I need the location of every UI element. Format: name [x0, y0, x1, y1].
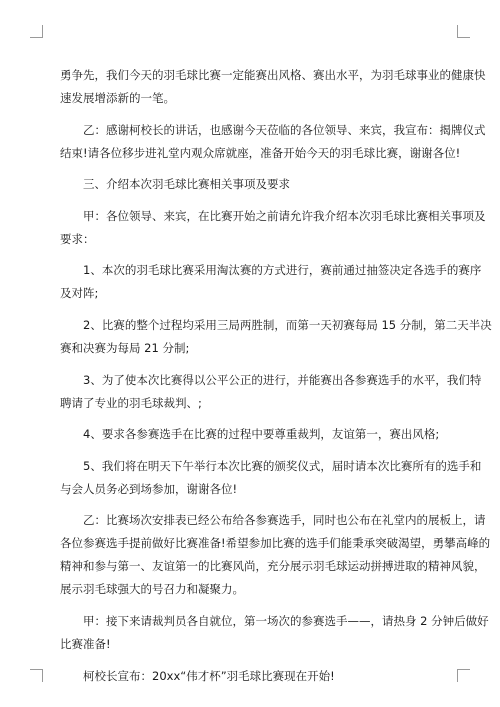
text-line: 速发展增添新的一笔。 [60, 91, 175, 105]
text-line: 4、要求各参赛选手在比赛的过程中要尊重裁判，友谊第一，赛出风格; [83, 427, 440, 442]
paragraph [60, 665, 446, 688]
paragraph [60, 610, 489, 656]
text-line: 及对阵; [60, 286, 99, 301]
crop-mark-bottom-right [457, 669, 470, 682]
text-line: 结束!请各位移步进礼堂内观众席就座，准备开始今天的羽毛球比赛，谢谢各位! [60, 145, 461, 160]
crop-mark-top-right [457, 25, 470, 38]
paragraph [60, 259, 482, 305]
text-line: 展示羽毛球强大的号召力和凝聚力。 [60, 582, 244, 597]
paragraph [60, 119, 486, 165]
paragraph [60, 173, 446, 196]
text-line: 5、我们将在明天下午举行本次比赛的颁奖仪式，届时请本次比赛所有的选手和 [83, 458, 482, 473]
text-line: 甲：各位领导、来宾，在比赛开始之前请允许我介绍本次羽毛球比赛相关事项及 [83, 208, 486, 223]
paragraph [60, 369, 482, 415]
paragraph [60, 455, 482, 501]
paragraph [60, 423, 446, 446]
text-line: 乙：感谢柯校长的讲话，也感谢今天莅临的各位领导、来宾，我宣布：揭牌仪式 [83, 122, 486, 137]
text-line: 乙：比赛场次安排表已经公布给各参赛选手，同时也公布在礼堂内的展板上，请 [83, 513, 486, 528]
document-body [60, 64, 492, 696]
text-line: 比赛准备! [60, 636, 111, 651]
text-line: 勇争先，我们今天的羽毛球比赛一定能赛出风格、赛出水平，为羽毛球事业的健康快 [60, 68, 486, 82]
crop-mark-top-left [30, 25, 43, 38]
paragraph [60, 509, 491, 601]
text-line: 3、为了使本次比赛得以公平公正的进行，并能赛出各参赛选手的水平，我们特 [83, 372, 482, 387]
text-line: 各位参赛选手提前做好比赛准备!希望参加比赛的选手们能秉承突破渴望，勇攀高峰的 [60, 536, 491, 551]
crop-mark-bottom-left [30, 669, 43, 682]
text-line: 精神和参与第一、友谊第一的比赛风尚，充分展示羽毛球运动拼搏进取的精神风貌， [60, 559, 486, 574]
text-line: 要求： [60, 231, 95, 246]
text-line: 甲：接下来请裁判员各自就位，第一场次的参赛选手——，请热身 2 分钟后做好 [83, 613, 489, 628]
paragraph [60, 314, 492, 360]
text-line: 1、本次的羽毛球比赛采用淘汰赛的方式进行，赛前通过抽签决定各选手的赛序 [83, 263, 482, 278]
text-line: 2、比赛的整个过程均采用三局两胜制，而第一天初赛每局 15 分制，第二天半决 [83, 317, 492, 332]
text-line: 柯校长宣布：20xx“伟才杯”羽毛球比赛现在开始! [83, 668, 335, 683]
text-line: 三、介绍本次羽毛球比赛相关事项及要求 [83, 177, 290, 192]
paragraph [60, 205, 486, 251]
text-line: 赛和决赛为每局 21 分制; [60, 340, 190, 355]
paragraph [60, 64, 486, 110]
text-line: 聘请了专业的羽毛球裁判、; [60, 395, 202, 410]
text-line: 与会人员务必到场参加，谢谢各位! [60, 481, 238, 496]
